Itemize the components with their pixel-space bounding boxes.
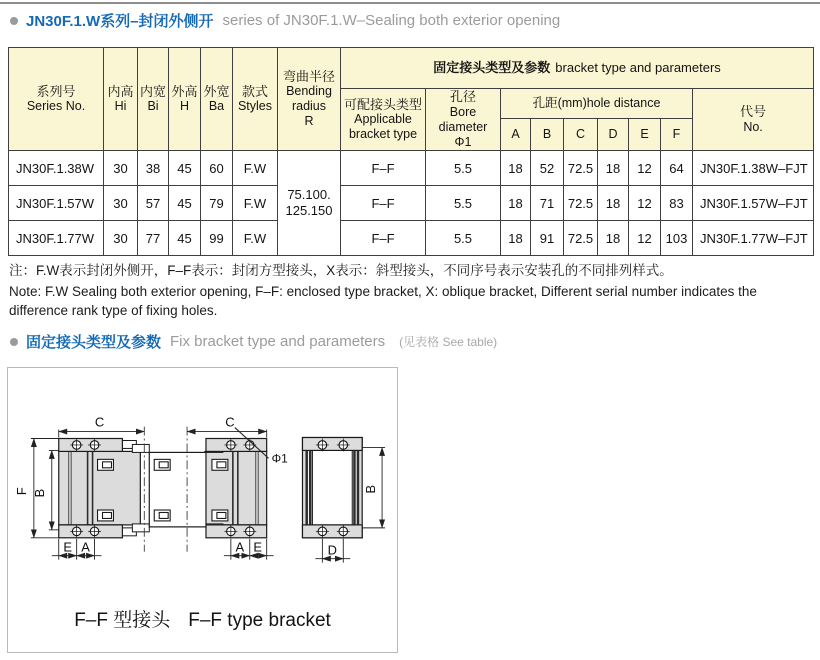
- page-title-en: series of JN30F.1.W–Sealing both exterior opening: [222, 12, 561, 29]
- col-header-series: 系列号 Series No.: [9, 48, 104, 151]
- diagram-caption-zh: F–F 型接头: [74, 610, 171, 631]
- cell-c: 72.5: [564, 186, 598, 221]
- top-divider: [0, 2, 820, 4]
- dim-label-b-right: B: [363, 484, 379, 494]
- cell-ba: 79: [201, 186, 233, 221]
- cell-c: 72.5: [564, 151, 598, 186]
- cell-e: 12: [629, 186, 661, 221]
- cell-a: 18: [501, 186, 531, 221]
- cell-d: 18: [598, 186, 629, 221]
- table-row: [9, 151, 814, 186]
- cell-no: JN30F.1.77W–FJT: [693, 221, 814, 256]
- spec-table: [8, 47, 814, 256]
- side-view: [302, 438, 362, 538]
- dim-label-e-left: E: [63, 539, 73, 555]
- diagram-caption-en: F–F type bracket: [188, 610, 331, 631]
- dim-label-a-left: A: [81, 539, 90, 555]
- dim-label-e-right: E: [253, 539, 263, 555]
- cell-ba: 99: [201, 221, 233, 256]
- dim-label-c-right: C: [225, 414, 235, 430]
- cell-ba: 60: [201, 151, 233, 186]
- table-row: [9, 221, 814, 256]
- section-title-en: Fix bracket type and parameters: [170, 333, 386, 350]
- col-header-bi: 内宽 Bi: [138, 48, 169, 151]
- dim-label-b-left: B: [31, 488, 47, 498]
- diagram-caption: [8, 605, 397, 632]
- cell-style: F.W: [233, 221, 278, 256]
- col-header-d: D: [598, 119, 629, 151]
- dim-label-phi1: Φ1: [271, 451, 288, 466]
- cell-b: 91: [531, 221, 564, 256]
- cell-h: 45: [169, 151, 201, 186]
- col-header-f: F: [661, 119, 693, 151]
- cell-f: 64: [661, 151, 693, 186]
- cell-series: JN30F.1.77W: [9, 221, 104, 256]
- cell-bend-radius: 75.100. 125.150: [278, 151, 341, 256]
- cell-bi: 77: [138, 221, 169, 256]
- bracket-diagram-panel: [7, 367, 398, 653]
- cell-bore: 5.5: [426, 151, 501, 186]
- col-header-h: 外高 H: [169, 48, 201, 151]
- cell-bore: 5.5: [426, 221, 501, 256]
- see-table-hint: (见表格 See table): [399, 335, 498, 349]
- left-bracket-view: [59, 439, 150, 538]
- col-header-a: A: [501, 119, 531, 151]
- cell-f: 83: [661, 186, 693, 221]
- table-row: [9, 186, 814, 221]
- col-header-hole-distance: 孔距(mm)hole distance: [501, 89, 693, 119]
- cell-bracket-type: F–F: [341, 221, 426, 256]
- cell-b: 71: [531, 186, 564, 221]
- footnote: [9, 261, 813, 321]
- col-header-applicable-bracket: 可配接头类型 Applicable bracket type: [341, 89, 426, 151]
- cell-f: 103: [661, 221, 693, 256]
- cell-bi: 38: [138, 151, 169, 186]
- dim-label-f: F: [13, 487, 29, 496]
- cell-b: 52: [531, 151, 564, 186]
- cell-d: 18: [598, 221, 629, 256]
- cell-no: JN30F.1.38W–FJT: [693, 151, 814, 186]
- col-header-no: 代号 No.: [693, 89, 814, 151]
- page-title: [10, 10, 560, 31]
- section-title-fix-bracket: [10, 331, 497, 352]
- cell-a: 18: [501, 151, 531, 186]
- footnote-en: Note: F.W Sealing both exterior opening, F–F: enclosed type bracket, X: oblique bracket, Different serial number indicates the difference rank type of fixing holes.: [9, 283, 757, 318]
- cell-hi: 30: [104, 151, 138, 186]
- cell-series: JN30F.1.38W: [9, 151, 104, 186]
- cell-series: JN30F.1.57W: [9, 186, 104, 221]
- cell-bore: 5.5: [426, 186, 501, 221]
- cell-style: F.W: [233, 151, 278, 186]
- col-header-e: E: [629, 119, 661, 151]
- col-header-hi: 内高 Hi: [104, 48, 138, 151]
- group-header-bracket-params: 固定接头类型及参数 bracket type and parameters: [341, 48, 814, 89]
- bullet-icon: [10, 338, 18, 346]
- footnote-zh: 注：F.W表示封闭外侧开，F–F表示：封闭方型接头，X表示：斜型接头，不同序号表示安装孔的不同排列样式。: [9, 263, 673, 278]
- cell-e: 12: [629, 221, 661, 256]
- header-row-1: [9, 48, 814, 89]
- col-header-styles: 款式 Styles: [233, 48, 278, 151]
- cell-bi: 57: [138, 186, 169, 221]
- cell-style: F.W: [233, 186, 278, 221]
- col-header-bend-radius: 弯曲半径 Bending radius R: [278, 48, 341, 151]
- cell-hi: 30: [104, 221, 138, 256]
- section-title-zh: 固定接头类型及参数: [26, 334, 162, 351]
- bullet-icon: [10, 17, 18, 25]
- dim-label-d: D: [327, 542, 338, 558]
- cell-bracket-type: F–F: [341, 151, 426, 186]
- cell-c: 72.5: [564, 221, 598, 256]
- cell-h: 45: [169, 186, 201, 221]
- dim-label-c-left: C: [94, 414, 105, 430]
- cell-hi: 30: [104, 186, 138, 221]
- cell-e: 12: [629, 151, 661, 186]
- col-header-ba: 外宽 Ba: [201, 48, 233, 151]
- cell-no: JN30F.1.57W–FJT: [693, 186, 814, 221]
- page-title-zh: JN30F.1.W系列–封闭外侧开: [26, 13, 214, 30]
- col-header-bore-diameter: 孔径 Bore diameter Φ1: [426, 89, 501, 151]
- col-header-c: C: [564, 119, 598, 151]
- cell-bracket-type: F–F: [341, 186, 426, 221]
- dim-label-a-right: A: [235, 539, 245, 555]
- right-bracket-view: [205, 439, 267, 538]
- cell-d: 18: [598, 151, 629, 186]
- cell-h: 45: [169, 221, 201, 256]
- col-header-b: B: [531, 119, 564, 151]
- cell-a: 18: [501, 221, 531, 256]
